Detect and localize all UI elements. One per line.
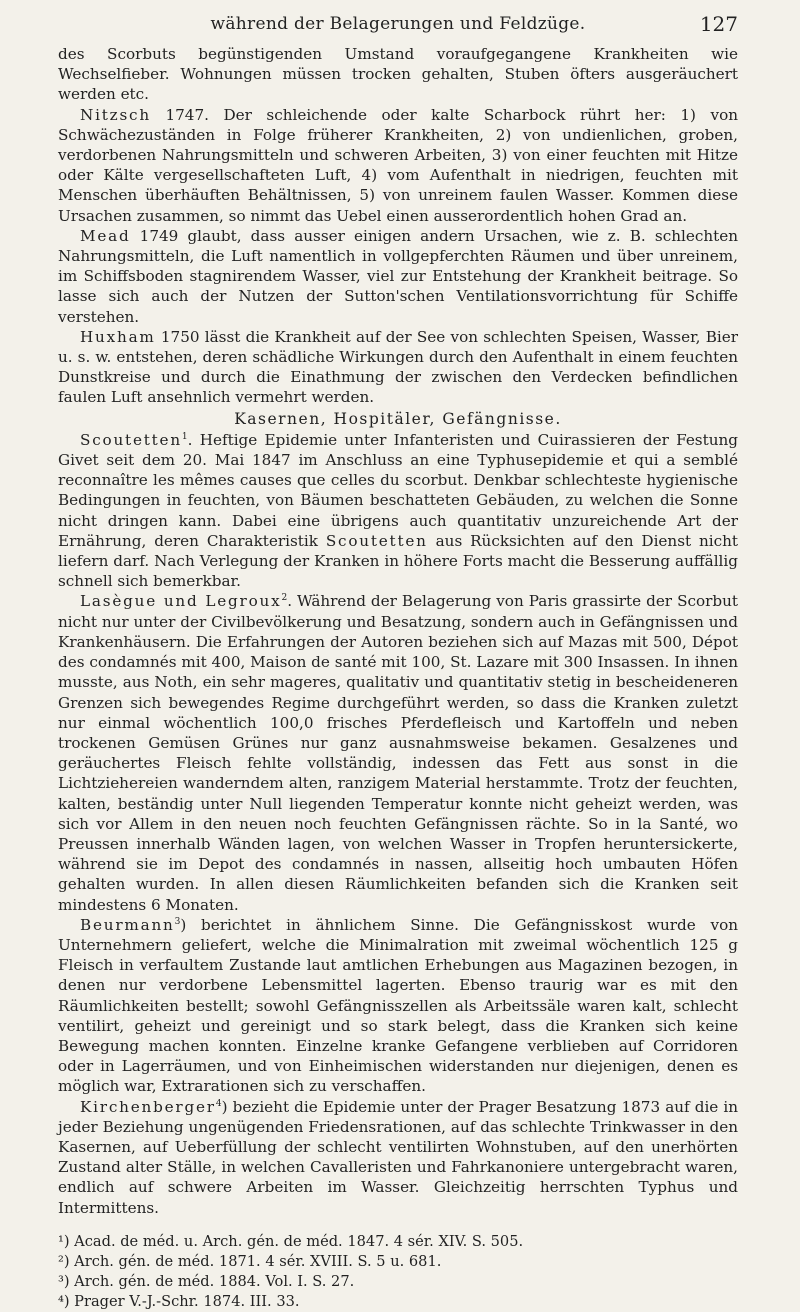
paragraph-text: aus Rücksichten auf den Dienst nicht liefern darf. Nach Verlegung der Kranken in höhere Forts macht die Besserung auffällig schnell sich bemerkbar. [58,531,738,591]
paragraph-text: 1749 glaubt, dass ausser einigen andern Ursachen, wie z. B. schlechten Nahrungsmitteln, die Luft namentlich in vollgepferchten Räumen und über unreinem, im Schiffsboden stagnirendem Wasser, viel zur Entstehung der Krankheit beitrage. So lasse sich auch der Nutzen der Sutton'schen Ventilationsvorrichtung für Schiffe verstehen. [58,226,738,326]
paragraph [58,1097,738,1218]
paragraph-text: ) bezieht die Epidemie unter der Prager Besatzung 1873 auf die in jeder Beziehung ungenügenden Friedensrationen, auf das schlechte Trinkwasser in den Kasernen, auf Ueberfüllung der schlecht ventilirten Wohnstuben, auf den unerhörten Zustand alter Ställe, in welchen Cavalleristen und Fahrkanoniere untergebracht waren, endlich auf schwere Arbeiten im Wasser. Gleichzeitig herrschten Typhus und Intermittens. [58,1097,738,1217]
author-name: Kirchenberger [80,1097,216,1116]
paragraph-text: . Heftige Epidemie unter Infanteristen und Cuirassieren der Festung Givet seit dem 20. Mai 1847 im Anschluss an eine Typhusepidemie et qui a semblé reconnaître les mêmes causes que celles du scorbut. Denkbar schlechteste hygienische Bedingungen in feuchten, von Bäumen beschatteten Gebäuden, zu welchen die Sonne nicht dringen kann. Dabei eine übrigens auch quantitativ unzureichende Art der Ernährung, deren Charakteristik [58,430,738,550]
footnotes [58,1232,738,1312]
author-name: Scoutetten [325,531,428,550]
running-title: während der Belagerungen und Feldzüge. [210,14,586,34]
author-name: Scoutetten [80,430,182,449]
footnote: ²) Arch. gén. de méd. 1871. 4 sér. XVIII. S. 5 u. 681. [58,1252,442,1270]
paragraph-text: 1750 lässt die Krankheit auf der See von schlechten Speisen, Wasser, Bier u. s. w. entstehen, deren schädliche Wirkungen durch den Aufenthalt in einem feuchten Dunstkreise und durch die Einathmung der zwischen den Verdecken befindlichen faulen Luft ansehnlich vermehrt werden. [58,327,738,407]
paragraph [58,105,738,226]
running-head [58,12,738,44]
section-heading: Kasernen, Hospitäler, Gefängnisse. [234,409,562,428]
footnote-mark: 3 [174,916,181,927]
footnote-mark: 1 [181,431,188,442]
paragraph [58,430,738,592]
paragraph [58,915,738,1097]
paragraph-text: . Während der Belagerung von Paris grassirte der Scorbut nicht nur unter der Civilbevölkerung und Besatzung, sondern auch in Gefängnissen und Krankenhäusern. Die Erfahrungen der Autoren beziehen sich auf Mazas mit 500, Dépot des condamnés mit 400, Maison de santé mit 100, St. Lazare mit 300 Insassen. In ihnen musste, aus Noth, ein sehr mageres, qualitativ und quantitativ stetig in bescheideneren Grenzen sich bewegendes Regime durchgeführt werden, so dass die Kranken zuletzt nur einmal wöchentlich 100,0 frisches Pferdefleisch und Kartoffeln und neben trockenen Gemüsen Grünes nur ganz ausnahmsweise bekamen. Gesalzenes und geräuchertes Fleisch fehlte vollständig, indessen das Fett aus sonst in die Lichtziehereien wanderndem alten, ranzigem Material herstammte. Trotz der feuchten, kalten, beständig unter Null liegenden Temperatur konnte nicht geheizt werden, was sich vor Allem in den neuen noch feuchten Gefängnissen rächte. So in la Santé, wo Preussen innerhalb Wänden lagen, von welchen Wasser in Tropfen heruntersickerte, während sie im Depot des condamnés in nassen, allseitig hoch umbauten Höfen gehalten wurden. In allen diesen Räumlichkeiten befanden sich die Kranken seit mindestens 6 Monaten. [58,592,738,914]
footnote: ¹) Acad. de méd. u. Arch. gén. de méd. 1847. 4 sér. XIV. S. 505. [58,1232,524,1250]
paragraph-text: ) berichtet in ähnlichem Sinne. Die Gefängnisskost wurde von Unternehmern geliefert, welche die Minimalration mit zweimal wöchentlich 125 g Fleisch in verfaultem Zustande laut amtlichen Erhebungen aus Magazinen bezogen, in denen nur verdorbene Lebensmittel lagerten. Ebenso traurig war es mit den Räumlichkeiten bestellt; sowohl Gefängnisszellen als Arbeitssäle waren kalt, schlecht ventilirt, geheizt und gereinigt und so stark belegt, dass die Kranken sich keine Bewegung machen konnten. Einzelne kranke Gefangene verblieben auf Corridoren oder in Lagerräumen, und von Einheimischen widerstanden nur diejenigen, denen es möglich war, Extrarationen sich zu verschaffen. [58,915,738,1096]
author-name: Huxham [80,327,156,346]
paragraph-text: des Scorbuts begünstigenden Umstand voraufgegangene Krankheiten wie Wechselfieber. Wohnungen müssen trocken gehalten, Stuben öfters ausgeräuchert werden etc. [58,45,738,104]
footnote-mark: 2 [281,593,288,604]
footnote: ³) Arch. gén. de méd. 1884. Vol. I. S. 27. [58,1272,355,1290]
footnote: ⁴) Prager V.-J.-Schr. 1874. III. 33. [58,1292,300,1310]
paragraph [58,44,738,105]
author-name: Beurmann [80,915,175,934]
author-name: Nitzsch [80,105,151,124]
paragraph-text: 1747. Der schleichende oder kalte Scharbock rührt her: 1) von Schwächezuständen in Folge früherer Krankheiten, 2) von undienlichen, groben, verdorbenen Nahrungsmitteln und schweren Arbeiten, 3) von einer feuchten mit Hitze oder Kälte vergesellschafteten Luft, 4) vom Aufenthalt in niedrigen, feuchten mit Menschen überhäuften Behältnissen, 5) von unreinem faulen Wasser. Kommen diese Ursachen zusammen, so nimmt das Uebel einen ausserordentlich hohen Grad an. [58,105,738,225]
author-name: Lasègue und Legroux [80,592,282,611]
paragraph [58,327,738,408]
paragraph [58,591,738,914]
footnote-mark: 4 [215,1098,222,1109]
page-number: 127 [699,12,738,36]
paragraph [58,226,738,327]
body-text [58,44,738,1218]
author-name: Mead [80,226,131,245]
